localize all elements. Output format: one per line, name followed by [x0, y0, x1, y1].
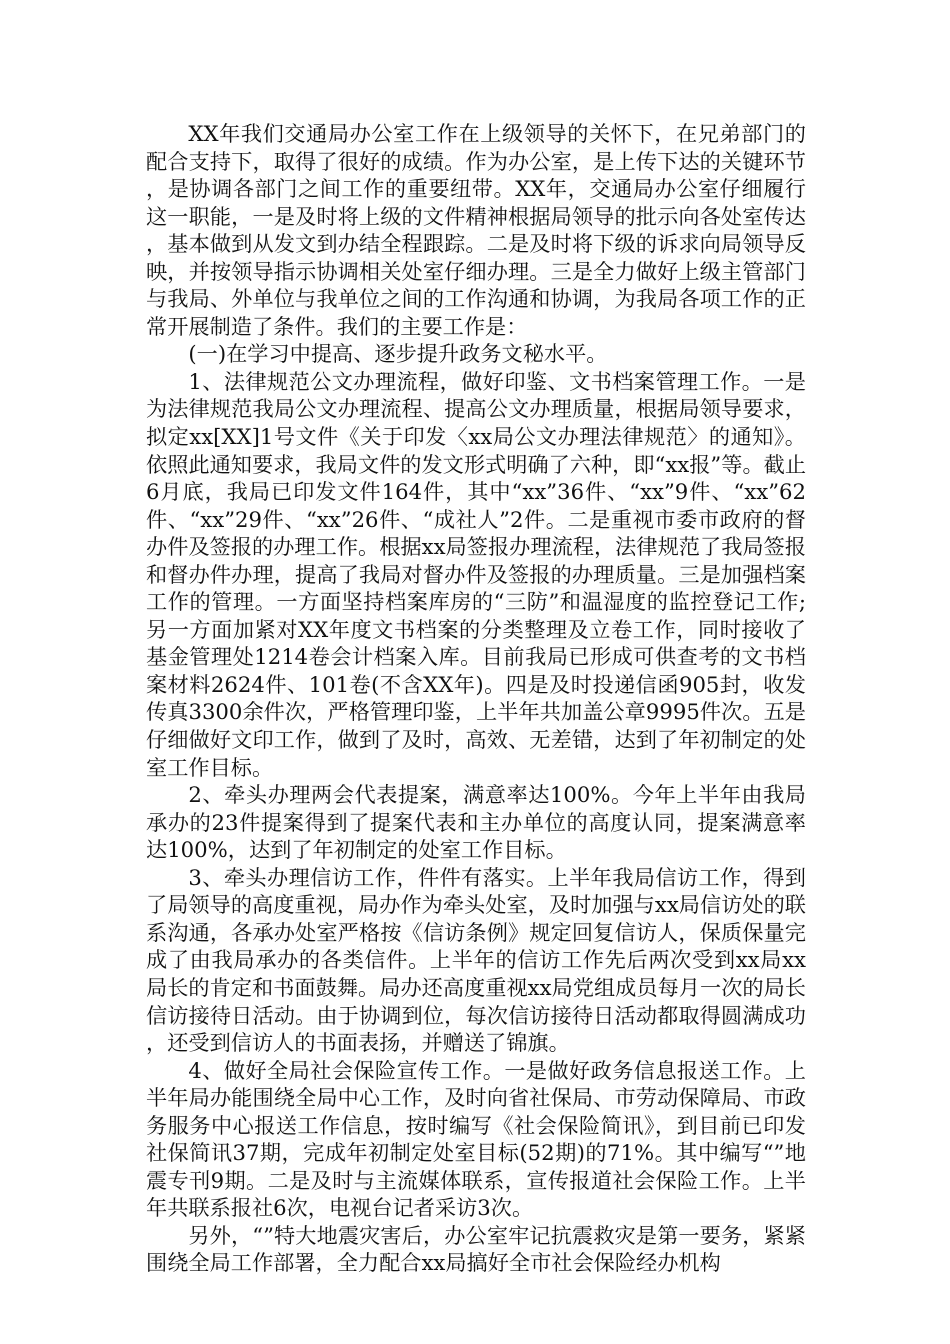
paragraph-item-2: 2、牵头办理两会代表提案，满意率达100%。今年上半年由我局承办的23件提案得到了提案代表和主办单位的高度认同，提案满意率达100%，达到了年初制定的处室工作目标。	[146, 782, 806, 863]
paragraph-additional: 另外，“”特大地震灾害后，办公室牢记抗震救灾是第一要务，紧紧围绕全局工作部署，全力配合xx局搞好全市社会保险经办机构	[146, 1222, 806, 1276]
paragraph-section-heading: (一)在学习中提高、逐步提升政务文秘水平。	[188, 341, 608, 367]
paragraph-item-4: 4、做好全局社会保险宣传工作。一是做好政务信息报送工作。上半年局办能围绕全局中心工作，及时向省社保局、市劳动保障局、市政务服务中心报送工作信息，按时编写《社会保险简讯》，到目前已印发社保简讯37期，完成年初制定处室目标(52期)的71%。其中编写“”地震专刊9期。二是及时与主流媒体联系，宣传报道社会保险工作。上半年共联系报社6次，电视台记者采访3次。	[146, 1057, 806, 1221]
document-body	[146, 120, 806, 1277]
paragraph-item-3: 3、牵头办理信访工作，件件有落实。上半年我局信访工作，得到了局领导的高度重视，局办作为牵头处室，及时加强与xx局信访处的联系沟通，各承办处室严格按《信访条例》规定回复信访人，保质保量完成了由我局承办的各类信件。上半年的信访工作先后两次受到xx局xx局长的肯定和书面鼓舞。局办还高度重视xx局党组成员每月一次的局长信访接待日活动。由于协调到位，每次信访接待日活动都取得圆满成功，还受到信访人的书面表扬，并赠送了锦旗。	[146, 864, 806, 1056]
paragraph-intro: XX年我们交通局办公室工作在上级领导的关怀下，在兄弟部门的配合支持下，取得了很好的成绩。作为办公室，是上传下达的关键环节，是协调各部门之间工作的重要纽带。XX年，交通局办公室仔细履行这一职能，一是及时将上级的文件精神根据局领导的批示向各处室传达，基本做到从发文到办结全程跟踪。二是及时将下级的诉求向局领导反映，并按领导指示协调相关处室仔细办理。三是全力做好上级主管部门与我局、外单位与我单位之间的工作沟通和协调，为我局各项工作的正常开展制造了条件。我们的主要工作是：	[146, 121, 806, 339]
paragraph-item-1: 1、法律规范公文办理流程，做好印鉴、文书档案管理工作。一是为法律规范我局公文办理流程、提高公文办理质量，根据局领导要求，拟定xx[XX]1号文件《关于印发〈xx局公文办理法律规范〉的通知》。依照此通知要求，我局文件的发文形式明确了六种，即“xx报”等。截止6月底，我局已印发文件164件，其中“xx”36件、“xx”9件、“xx”62件、“xx”29件、“xx”26件、“成社人”2件。二是重视市委市政府的督办件及签报的办理工作。根据xx局签报办理流程，法律规范了我局签报和督办件办理，提高了我局对督办件及签报的办理质量。三是加强档案工作的管理。一方面坚持档案库房的“三防”和温湿度的监控登记工作;另一方面加紧对XX年度文书档案的分类整理及立卷工作，同时接收了基金管理处1214卷会计档案入库。目前我局已形成可供查考的文书档案材料2624件、101卷(不含XX年)。四是及时投递信函905封，收发传真3300余件次，严格管理印鉴，上半年共加盖公章9995件次。五是仔细做好文印工作，做到了及时，高效、无差错，达到了年初制定的处室工作目标。	[146, 368, 807, 780]
